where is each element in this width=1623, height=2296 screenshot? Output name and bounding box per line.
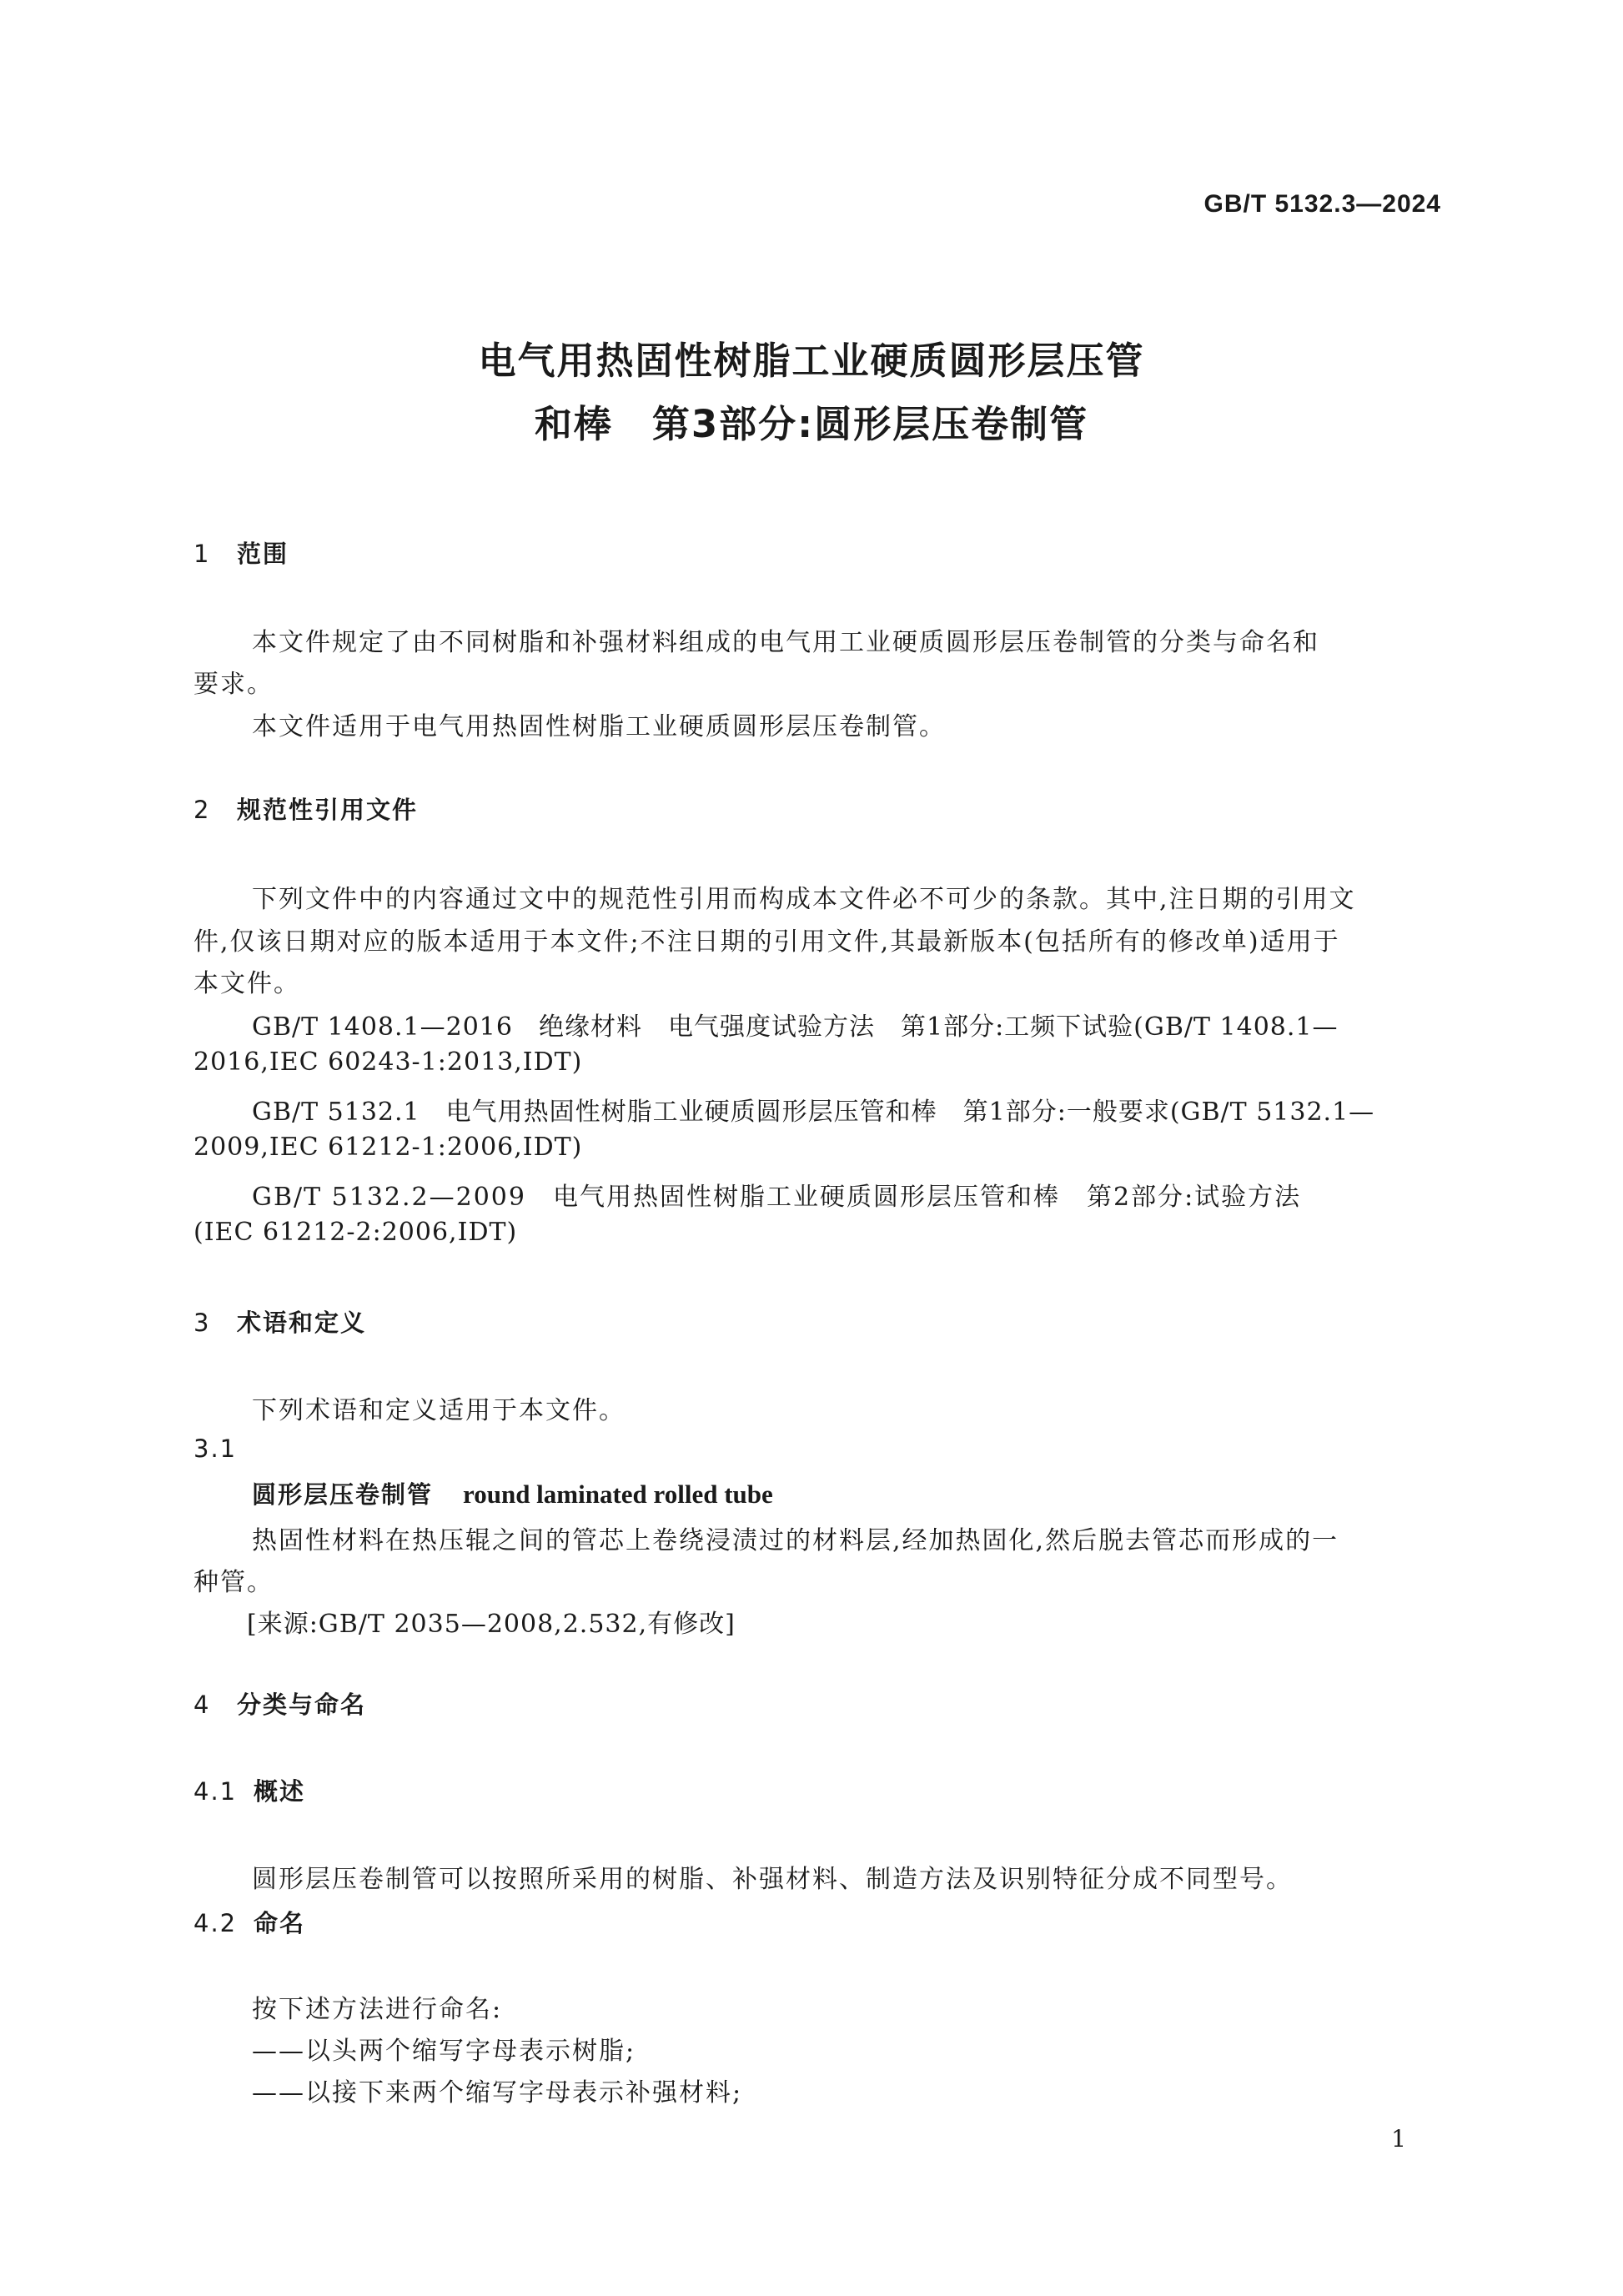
section-number: 1 (193, 540, 211, 568)
section-4-heading (193, 1686, 366, 1721)
subsection-number: 4.1 (193, 1777, 238, 1806)
page-number: 1 (1391, 2125, 1406, 2153)
standard-number: GB/T 5132.3—2024 (1203, 190, 1441, 218)
reference-item: GB/T 5132.2—2009 电气用热固性树脂工业硬质圆形层压管和棒 第2部分:试验方法 (252, 1183, 1302, 1212)
term-english: round laminated rolled tube (463, 1480, 773, 1509)
term-entry (252, 1476, 773, 1510)
document-title-line1: 电气用热固性树脂工业硬质圆形层压管 (478, 339, 1145, 383)
paragraph-line: 本文件规定了由不同树脂和补强材料组成的电气用工业硬质圆形层压卷制管的分类与命名和 (252, 628, 1319, 657)
paragraph-line: 圆形层压卷制管可以按照所采用的树脂、补强材料、制造方法及识别特征分成不同型号。 (252, 1865, 1293, 1894)
reference-item: GB/T 1408.1—2016 绝缘材料 电气强度试验方法 第1部分:工频下试验(GB/T 1408.1— (252, 1012, 1339, 1042)
definition-line: 热固性材料在热压辊之间的管芯上卷绕浸渍过的材料层,经加热固化,然后脱去管芯而形成的一 (252, 1526, 1339, 1555)
section-number: 2 (193, 796, 211, 824)
paragraph-line: 本文件适用于电气用热固性树脂工业硬质圆形层压卷制管。 (252, 712, 946, 741)
paragraph-line: 件,仅该日期对应的版本适用于本文件;不注日期的引用文件,其最新版本(包括所有的修改单)适用于 (193, 927, 1340, 957)
paragraph-line: 本文件。 (193, 969, 300, 998)
section-number: 3 (193, 1309, 211, 1337)
section-3-heading (193, 1304, 366, 1339)
section-title: 规范性引用文件 (237, 796, 419, 824)
list-item: ——以接下来两个缩写字母表示补强材料; (252, 2078, 743, 2108)
paragraph-line: 要求。 (193, 670, 274, 699)
reference-item: GB/T 5132.1 电气用热固性树脂工业硬质圆形层压管和棒 第1部分:一般要求(GB/T 5132.1— (252, 1098, 1375, 1127)
reference-item-cont: 2016,IEC 60243-1:2013,IDT) (193, 1048, 583, 1077)
section-title: 范围 (237, 540, 289, 568)
definition-line: 种管。 (193, 1568, 274, 1597)
section-title: 术语和定义 (237, 1309, 367, 1337)
section-2-heading (193, 791, 418, 826)
term-chinese: 圆形层压卷制管 (252, 1480, 434, 1509)
term-source: [来源:GB/T 2035—2008,2.532,有修改] (247, 1610, 736, 1639)
subsection-4-1-heading (193, 1773, 305, 1807)
subsection-number: 4.2 (193, 1909, 238, 1937)
term-number: 3.1 (193, 1434, 238, 1463)
paragraph-line: 按下述方法进行命名: (252, 1995, 503, 2024)
subsection-4-2-heading (193, 1905, 305, 1939)
list-item: ——以头两个缩写字母表示树脂; (252, 2037, 636, 2066)
section-number: 4 (193, 1691, 211, 1719)
section-title: 分类与命名 (237, 1691, 367, 1719)
reference-item-cont: 2009,IEC 61212-1:2006,IDT) (193, 1133, 583, 1162)
paragraph-line: 下列文件中的内容通过文中的规范性引用而构成本文件必不可少的条款。其中,注日期的引用文 (252, 885, 1356, 914)
paragraph-line: 下列术语和定义适用于本文件。 (252, 1396, 626, 1425)
subsection-title: 概述 (254, 1777, 306, 1806)
subsection-title: 命名 (254, 1909, 306, 1937)
document-title-line2: 和棒 第3部分:圆形层压卷制管 (534, 402, 1089, 446)
reference-item-cont: (IEC 61212-2:2006,IDT) (193, 1218, 518, 1247)
section-1-heading (193, 535, 289, 570)
